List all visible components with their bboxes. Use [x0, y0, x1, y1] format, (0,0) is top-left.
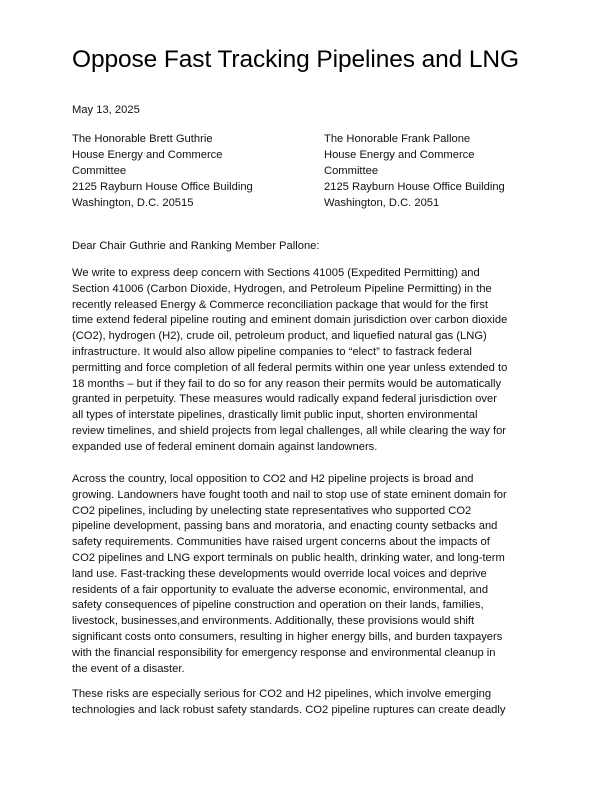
paragraph-line: expanded use of federal eminent domain against landowners. [72, 440, 378, 453]
paragraph-line: time extend federal pipeline routing and eminent domain jurisdiction over carbon dioxide [72, 314, 508, 327]
paragraph-line: growing. Landowners have fought tooth and nail to stop use of state eminent domain for [72, 488, 507, 501]
paragraph-line: CO2 pipelines and LNG export terminals on public health, drinking water, and long-term [72, 551, 505, 564]
paragraph-line: We write to express deep concern with Sections 41005 (Expedited Permitting) and [72, 267, 480, 279]
paragraph-line: recently released Energy & Commerce reconciliation package that would for the first [72, 298, 489, 311]
address-line: Washington, D.C. 20515 [72, 197, 194, 209]
letter-title: Oppose Fast Tracking Pipelines and LNG [72, 46, 519, 73]
address-line: Washington, D.C. 2051 [324, 197, 440, 209]
address-line: Committee [324, 165, 379, 177]
paragraph-line: pipeline development, passing bans and moratoria, and enacting county setbacks and [72, 520, 498, 533]
paragraph-line: permitting and force completion of all federal permits within one year unless extended to [72, 361, 508, 374]
paragraph-line: all types of interstate pipelines, drastically limit public input, shorten environmental [72, 409, 478, 422]
address-line: The Honorable Brett Guthrie [72, 133, 213, 145]
paragraph-line: Section 41006 (Carbon Dioxide, Hydrogen, and Petroleum Pipeline Permitting) in the [72, 282, 492, 295]
paragraph-line: significant costs onto consumers, resulting in higher energy bills, and burden taxpayers [72, 630, 503, 643]
paragraph-line: technologies and lack robust safety standards. CO2 pipeline ruptures can create deadly [72, 703, 506, 716]
recipient-address-pallone [324, 131, 505, 211]
body-paragraph-2 [72, 472, 507, 677]
letter-date: May 13, 2025 [72, 104, 140, 116]
paragraph-line: Across the country, local opposition to CO2 and H2 pipeline projects is broad and [72, 473, 474, 485]
paragraph-line: residents of a fair opportunity to evaluate the adverse economic, environmental, and [72, 583, 489, 596]
paragraph-line: infrastructure. It would also allow pipeline companies to “elect” to fastrack federal [72, 345, 472, 358]
paragraph-line: These risks are especially serious for CO2 and H2 pipelines, which involve emerging [72, 688, 492, 700]
address-line: House Energy and Commerce [324, 149, 475, 161]
address-line: House Energy and Commerce [72, 149, 223, 161]
paragraph-line: 18 months – but if they fail to do so for any reason their permits would be automatically [72, 377, 502, 390]
address-line: 2125 Rayburn House Office Building [72, 181, 253, 193]
paragraph-line: with the financial responsibility for emergency response and environmental cleanup in [72, 646, 496, 659]
paragraph-line: the event of a disaster. [72, 662, 185, 675]
paragraph-line: granted in perpetuity. These measures would radically expand federal jurisdiction over [72, 393, 497, 406]
paragraph-line: land use. Fast-tracking these developments would override local voices and deprive [72, 567, 487, 580]
paragraph-line: safety requirements. Communities have raised urgent concerns about the impacts of [72, 536, 490, 549]
address-line: The Honorable Frank Pallone [324, 133, 471, 145]
recipient-address-guthrie [72, 131, 253, 211]
body-paragraph-1 [72, 266, 507, 456]
paragraph-line: (CO2), hydrogen (H2), crude oil, petroleum product, and liquefied natural gas (LNG) [72, 330, 487, 343]
paragraph-line: review timelines, and shield projects from legal challenges, all while clearing the way for [72, 424, 507, 437]
address-line: 2125 Rayburn House Office Building [324, 181, 505, 193]
address-line: Committee [72, 165, 127, 177]
paragraph-line: livestock, businesses,and environments. Additionally, these provisions would shift [72, 615, 475, 628]
body-paragraph-3 [72, 687, 505, 719]
paragraph-line: safety consequences of pipeline construction and operation on their lands, families, [72, 599, 484, 612]
salutation: Dear Chair Guthrie and Ranking Member Pallone: [72, 240, 320, 252]
paragraph-line: CO2 pipelines, including by unelecting state representatives who supported CO2 [72, 504, 472, 517]
